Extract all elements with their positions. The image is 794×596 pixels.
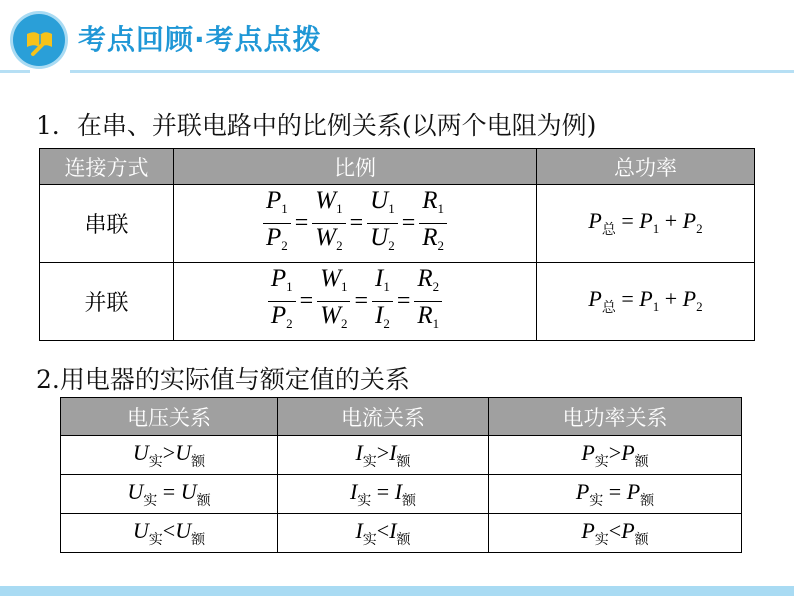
denominator-sub: 2 (340, 316, 348, 331)
numerator-sub: 2 (432, 279, 440, 294)
header (0, 0, 794, 80)
relation-expression (355, 517, 411, 548)
table-row (40, 263, 755, 341)
table-row (61, 436, 742, 475)
denominator-sub: 2 (286, 316, 293, 331)
cell-current-less (278, 514, 489, 553)
numerator: $P_1$ (268, 265, 296, 302)
var-rated: P (626, 478, 641, 504)
numerator: $R_2$ (414, 265, 442, 302)
table-row (40, 185, 755, 263)
cell-power-less (489, 514, 742, 553)
denominator: $R_2$ (422, 224, 445, 253)
relation-operator: > (376, 439, 390, 465)
fraction (414, 265, 442, 338)
relation-expression (355, 439, 411, 470)
numerator: $P_1$ (263, 187, 291, 224)
var-rated: U (175, 517, 192, 543)
sub-actual: 实 (148, 453, 163, 470)
sub-total: 总 (601, 300, 616, 316)
denominator: $U_2$ (370, 224, 395, 253)
relation-operator: = (371, 478, 395, 504)
sub-total: 总 (601, 222, 616, 238)
fraction (419, 187, 447, 260)
sub-actual: 实 (594, 453, 609, 470)
sub-actual: 实 (148, 531, 163, 548)
relation-operator: < (162, 517, 176, 543)
numerator-sub: 1 (286, 279, 293, 294)
cell-power-greater (489, 436, 742, 475)
denominator: $P_2$ (270, 302, 293, 331)
fraction (367, 187, 398, 260)
sub-actual: 实 (594, 531, 609, 548)
numerator: $W_1$ (317, 265, 350, 302)
var-actual: P (581, 517, 595, 543)
header-divider (70, 70, 794, 73)
parallel-total-power (537, 263, 755, 341)
var-rated: I (394, 478, 403, 504)
relation-operator: > (162, 439, 176, 465)
denominator-sub: 2 (383, 316, 390, 331)
var-rated: I (389, 439, 397, 465)
relation-operator: = (603, 478, 627, 504)
cell-current-greater (278, 436, 489, 475)
denominator-sub: 2 (336, 238, 343, 253)
denominator-sub: 2 (437, 238, 445, 253)
relation-operator: < (376, 517, 390, 543)
denominator-sub: 2 (281, 238, 288, 253)
total-power-expression: $P_总 = P_1 + P_2$ (588, 286, 703, 316)
sub-actual: 实 (143, 492, 158, 509)
cell-voltage-greater (61, 436, 278, 475)
equals-sign: = (294, 210, 309, 236)
relation-expression (127, 478, 211, 509)
sub-1: 1 (652, 221, 660, 236)
denominator: $P_2$ (265, 224, 288, 253)
equals-sign: = (354, 288, 369, 314)
numerator: $W_1$ (312, 187, 345, 224)
relation-operator: < (608, 517, 622, 543)
row-label-series: 串联 (40, 185, 174, 263)
cell-voltage-equal (61, 475, 278, 514)
table-row (61, 475, 742, 514)
header-divider-left (0, 70, 30, 73)
equals-sign: = (349, 210, 364, 236)
sub-actual: 实 (589, 492, 604, 509)
equals-sign: = (396, 288, 411, 314)
col-header-current: 电流关系 (278, 398, 489, 436)
var-actual: P (575, 478, 590, 504)
equals-sign: = (401, 210, 416, 236)
var-actual: I (355, 517, 363, 543)
fraction (268, 265, 296, 338)
cell-voltage-less (61, 514, 278, 553)
var-rated: U (175, 439, 192, 465)
relation-expression (349, 478, 417, 509)
parallel-ratio-formula (174, 263, 537, 341)
var-actual: U (132, 517, 149, 543)
col-header-total-power: 总功率 (537, 149, 755, 185)
var-p-total: P (588, 208, 602, 233)
col-header-connection: 连接方式 (40, 149, 174, 185)
cell-current-equal (278, 475, 489, 514)
equals-sign: = (299, 288, 314, 314)
var-p1: P (639, 208, 653, 233)
var-actual: I (349, 478, 358, 504)
sub-rated: 额 (191, 453, 206, 470)
numerator-sub: 1 (281, 201, 288, 216)
col-header-ratio: 比例 (174, 149, 537, 185)
relation-operator: > (608, 439, 622, 465)
denominator: $W_2$ (320, 302, 348, 331)
numerator-sub: 1 (336, 201, 343, 216)
var-actual: I (355, 439, 363, 465)
denominator: $W_2$ (315, 224, 343, 253)
section2-heading: 2.用电器的实际值与额定值的关系 (36, 365, 410, 394)
sub-rated: 额 (196, 492, 211, 509)
sub-rated: 额 (191, 531, 206, 548)
relation-expression (132, 439, 206, 470)
fraction (312, 187, 345, 260)
section1-heading: 1．在串、并联电路中的比例关系(以两个电阻为例) (36, 111, 597, 140)
var-actual: P (581, 439, 595, 465)
var-p2: P (682, 286, 697, 311)
sub-2: 2 (696, 299, 703, 314)
relation-expression (132, 517, 206, 548)
cell-power-equal (489, 475, 742, 514)
var-actual: U (132, 439, 149, 465)
relation-expression (575, 478, 655, 509)
ratio-table (39, 148, 755, 341)
fraction (372, 265, 393, 338)
sub-actual: 实 (362, 453, 377, 470)
relation-expression (581, 517, 649, 548)
numerator: $U_1$ (367, 187, 398, 224)
var-rated: P (621, 439, 635, 465)
var-p2: P (682, 208, 697, 233)
numerator: $I_1$ (372, 265, 393, 302)
total-power-expression: $P_总 = P_1 + P_2$ (588, 208, 703, 238)
sub-1: 1 (652, 299, 660, 314)
numerator: $R_1$ (419, 187, 447, 224)
denominator-sub: 1 (432, 316, 440, 331)
fraction (317, 265, 350, 338)
var-rated: I (389, 517, 397, 543)
sub-rated: 额 (396, 531, 411, 548)
sub-actual: 实 (357, 492, 372, 509)
sub-rated: 额 (640, 492, 655, 509)
denominator-sub: 2 (388, 238, 395, 253)
rated-actual-table (60, 397, 742, 553)
var-p-total: P (588, 286, 602, 311)
relation-expression (581, 439, 649, 470)
numerator-sub: 1 (383, 279, 390, 294)
var-actual: U (127, 478, 144, 504)
numerator-sub: 1 (388, 201, 395, 216)
var-p1: P (639, 286, 653, 311)
denominator: $R_1$ (417, 302, 440, 331)
table-row (61, 514, 742, 553)
var-rated: U (180, 478, 197, 504)
sub-rated: 额 (634, 453, 649, 470)
page-title: 考点回顾·考点点拨 (78, 23, 322, 56)
sub-actual: 实 (362, 531, 377, 548)
denominator: $I_2$ (375, 302, 390, 331)
numerator-sub: 1 (437, 201, 445, 216)
col-header-voltage: 电压关系 (61, 398, 278, 436)
var-rated: P (621, 517, 635, 543)
sub-rated: 额 (634, 531, 649, 548)
fraction (263, 187, 291, 260)
series-total-power (537, 185, 755, 263)
relation-operator: = (157, 478, 181, 504)
series-ratio-formula (174, 185, 537, 263)
footer-bar (0, 586, 794, 596)
sub-rated: 额 (396, 453, 411, 470)
numerator-sub: 1 (340, 279, 348, 294)
sub-rated: 额 (402, 492, 417, 509)
col-header-power: 电功率关系 (489, 398, 742, 436)
book-pen-icon (13, 14, 65, 66)
sub-2: 2 (696, 221, 703, 236)
row-label-parallel: 并联 (40, 263, 174, 341)
